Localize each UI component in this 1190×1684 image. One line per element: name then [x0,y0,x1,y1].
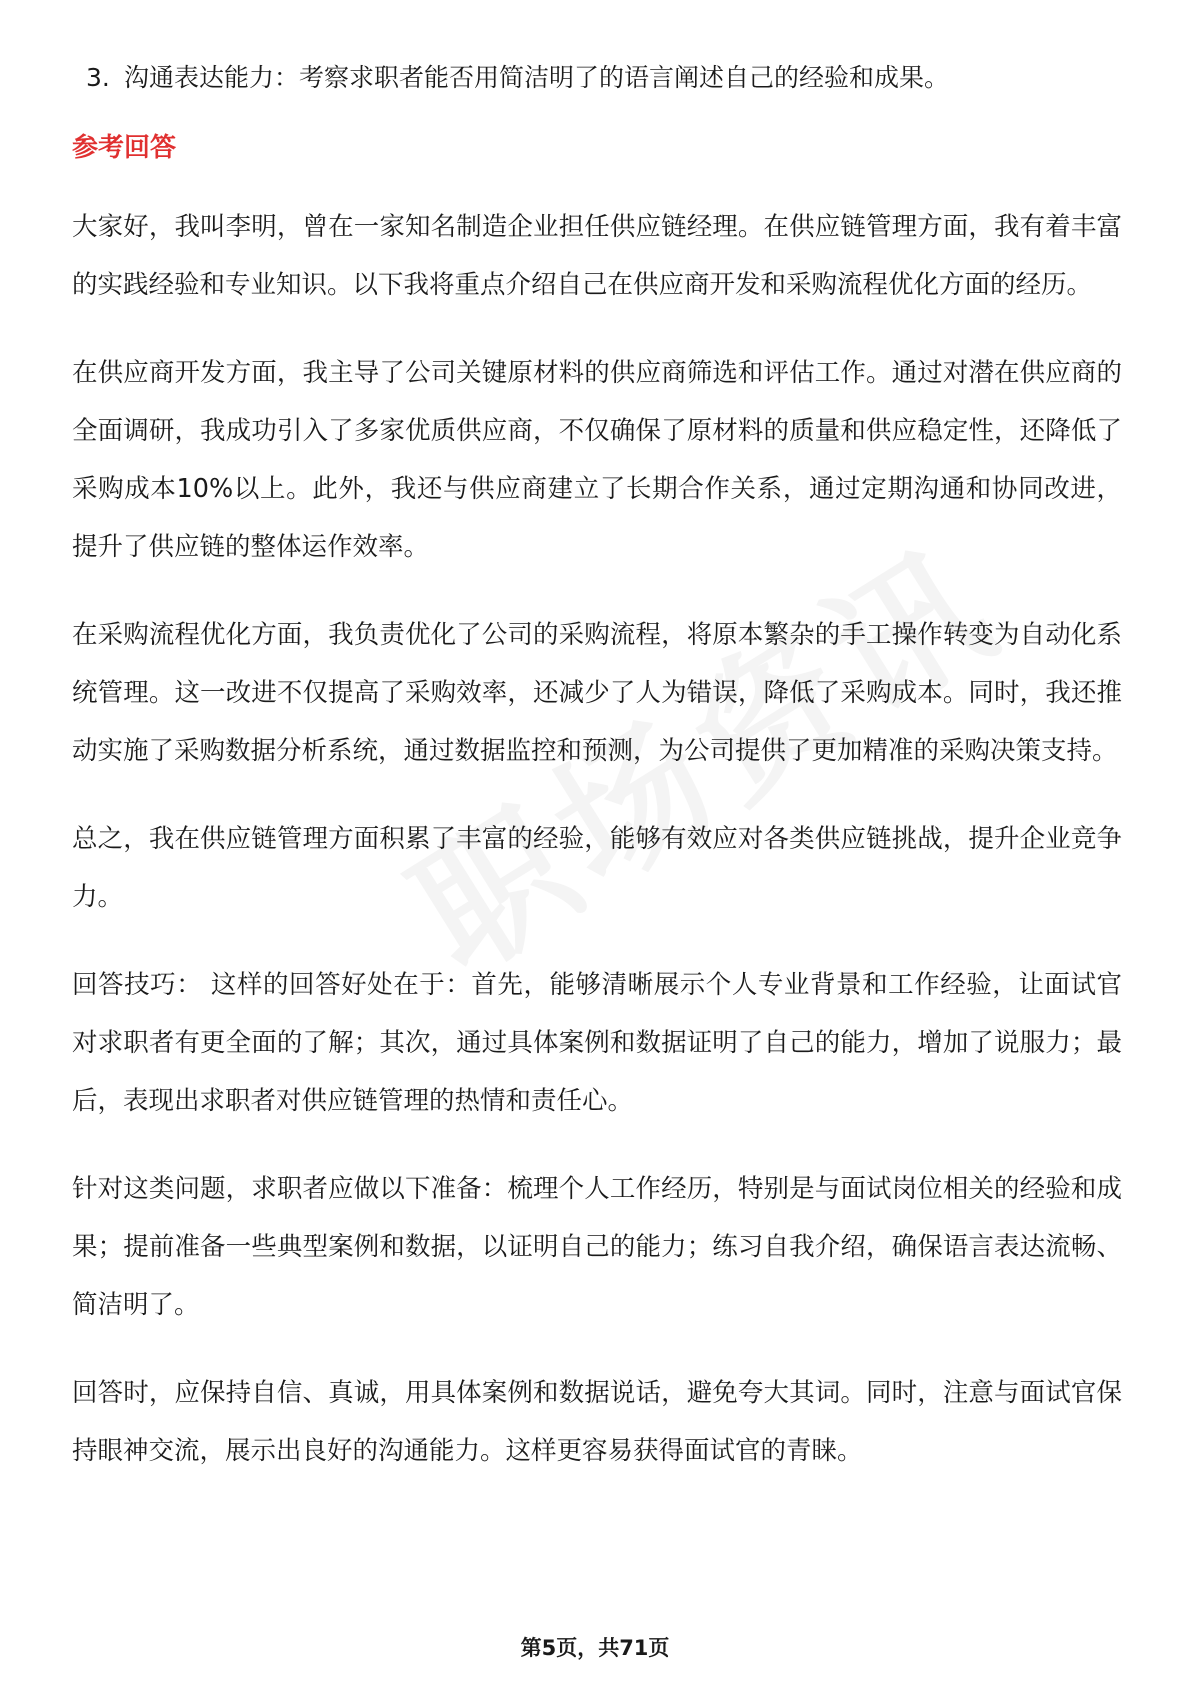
page-footer: 第5页，共71页 [520,1636,670,1660]
section-title: 参考回答 [72,133,177,163]
paragraph-attitude: 回答时，应保持自信、真诚，用具体案例和数据说话，避免夸大其词。同时，注意与面试官保持眼神交流，展示出良好的沟通能力。这样更容易获得面试官的青睐。 [72,1378,1122,1466]
list-number: 3. [86,63,110,92]
paragraph-procurement: 在采购流程优化方面，我负责优化了公司的采购流程，将原本繁杂的手工操作转变为自动化系统管理。这一改进不仅提高了采购效率，还减少了人为错误，降低了采购成本。同时，我还推动实施了采购数据分析系统，通过数据监控和预测，为公司提供了更加精准的采购决策支持。 [72,620,1122,766]
paragraph-intro: 大家好，我叫李明，曾在一家知名制造企业担任供应链经理。在供应链管理方面，我有着丰富的实践经验和专业知识。以下我将重点介绍自己在供应商开发和采购流程优化方面的经历。 [72,212,1122,300]
document-body [72,58,1122,1510]
list-item [72,58,1122,98]
paragraph-summary: 总之，我在供应链管理方面积累了丰富的经验，能够有效应对各类供应链挑战，提升企业竞争力。 [72,824,1122,912]
list-text: 沟通表达能力：考察求职者能否用简洁明了的语言阐述自己的经验和成果。 [124,63,950,92]
paragraph-preparation: 针对这类问题，求职者应做以下准备：梳理个人工作经历，特别是与面试岗位相关的经验和成果；提前准备一些典型案例和数据，以证明自己的能力；练习自我介绍，确保语言表达流畅、简洁明了。 [72,1174,1122,1320]
paragraph-supplier: 在供应商开发方面，我主导了公司关键原材料的供应商筛选和评估工作。通过对潜在供应商的全面调研，我成功引入了多家优质供应商，不仅确保了原材料的质量和供应稳定性，还降低了采购成本10%以上。此外，我还与供应商建立了长期合作关系，通过定期沟通和协同改进，提升了供应链的整体运作效率。 [72,358,1122,562]
paragraph-tips: 回答技巧： 这样的回答好处在于：首先，能够清晰展示个人专业背景和工作经验，让面试官对求职者有更全面的了解；其次，通过具体案例和数据证明了自己的能力，增加了说服力；最后，表现出求职者对供应链管理的热情和责任心。 [72,970,1122,1116]
